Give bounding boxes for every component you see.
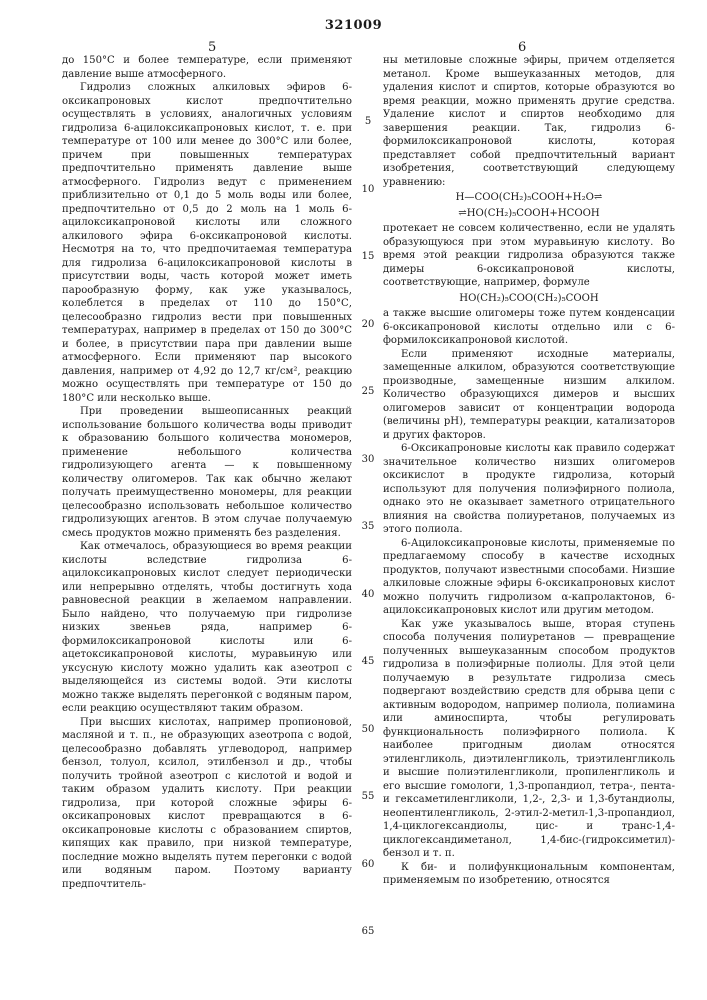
equation-line-1: H—COO(CH₂)₅COOH+H₂O⇌ — [383, 191, 675, 205]
line-number: 40 — [357, 589, 379, 600]
line-number: 65 — [357, 926, 379, 937]
document-number: 321009 — [0, 18, 707, 33]
paragraph: 6-Оксикапроновые кислоты как правило содержат значительное количество низших олигомеров оксикислот в продукте гидролиза, который используют для получения полиэфирного полиола, однако это не оказывает заметного отрицательного влияния на свойства полиуретанов, получаемых из этого полиола. — [383, 442, 675, 537]
paragraph: Как отмечалось, образующиеся во время реакции кислоты вследствие гидролиза 6-ацилоксикапроновых кислот следует периодически или непрерывно отделять, чтобы достигнуть хода равновесной реакции в желаемом направлении. Было найдено, что получаемую при гидролизе низких звеньев ряда, например 6-формилоксикапроновой кислоты или 6-ацетоксикапроновой кислоты, муравьиную или уксусную кислоту можно удалить как азеотроп с выделяющейся из системы водой. Эти кислоты можно также выделять перегонкой с водяным паром, если реакцию осуществляют таким образом. — [62, 540, 352, 716]
right-column — [383, 54, 675, 888]
line-number: 10 — [357, 184, 379, 195]
line-number: 35 — [357, 521, 379, 532]
column-number-left: 5 — [208, 40, 216, 55]
line-numbers — [357, 54, 379, 954]
paragraph: до 150°C и более температуре, если применяют давление выше атмосферного. — [62, 54, 352, 81]
line-number: 15 — [357, 251, 379, 262]
dimer-formula: HO(CH₂)₅COO(CH₂)₅COOH — [383, 292, 675, 306]
paragraph: ны метиловые сложные эфиры, причем отделяется метанол. Кроме вышеуказанных методов, для удаления кислот и спиртов, которые образуются во время реакции, можно применять другие средства. Удаление кислот и спиртов необходимо для завершения реакции. Так, гидролиз 6-формилоксикапроновой кислоты, которая представляет собой предпочтительный вариант изобретения, соответствующий следующему уравнению: — [383, 54, 675, 189]
paragraph: а также высшие олигомеры тоже путем конденсации 6-оксикапроновой кислоты отдельно или с 6-формилоксикапроновой кислотой. — [383, 307, 675, 348]
paragraph: При высших кислотах, например пропионовой, масляной и т. п., не образующих азеотропа с водой, целесообразно добавлять углеводород, например бензол, толуол, ксилол, этилбензол и др., чтобы получить тройной азеотроп с кислотой и водой и таким образом удалить кислоту. При реакции гидролиза, при которой сложные эфиры 6-оксикапроновых кислот превращаются в 6-оксикапроновые кислоты с образованием спиртов, кипящих как правило, при низкой температуре, последние можно выделять путем перегонки с водой или водяным паром. Поэтому варианту предпочтитель- — [62, 716, 352, 892]
column-number-right: 6 — [518, 40, 526, 55]
line-number: 60 — [357, 859, 379, 870]
line-number: 55 — [357, 791, 379, 802]
paragraph: Если применяют исходные материалы, замещенные алкилом, образуются соответствующие производные, замещенные низшим алкилом. Количество образующихся димеров и высших олигомеров зависит от концентрации водорода (величины рН), температуры реакции, катализаторов и других факторов. — [383, 348, 675, 443]
paragraph: К би- и полифункциональным компонентам, применяемым по изобретению, относятся — [383, 861, 675, 888]
paragraph: 6-Ацилоксикапроновые кислоты, применяемые по предлагаемому способу в качестве исходных продуктов, получают известными способами. Низшие алкиловые сложные эфиры 6-оксикапроновых кислот можно получить гидролизом α-капролактонов, 6-ацилоксикапроновых кислот или другим методом. — [383, 537, 675, 618]
paragraph: Гидролиз сложных алкиловых эфиров 6-оксикапроновых кислот предпочтительно осуществлять в условиях, аналогичных условиям гидролиза 6-ацилоксикапроновых кислот, т. е. при температуре от 100 или менее до 300°С или более, причем при повышенных температурах предпочтительно применять давление выше атмосферного. Гидролиз ведут с применением приблизительно от 0,1 до 5 моль воды или более, предпочтительно от 0,5 до 2 моль на 1 моль 6-ацилоксикапроновой кислоты или сложного алкилового эфира 6-оксикапроновой кислоты. Несмотря на то, что предпочитаемая температура для гидролиза 6-ацилоксикапроновой кислоты в присутствии воды, часть которой может иметь парообразную форму, как уже указывалось, колеблется в пределах от 110 до 150°С, целесообразно гидролиз вести при повышенных температурах, например в пределах от 150 до 300°С и более, в присутствии пара при давлении выше атмосферного. Если применяют пар высокого давления, например от 4,92 до 12,7 кг/см², реакцию можно осуществлять при температуре от 150 до 180°С или несколько выше. — [62, 81, 352, 405]
paragraph: При проведении вышеописанных реакций использование большого количества воды приводит к образованию большого количества мономеров, применение небольшого количества гидролизующего агента — к повышенному количеству олигомеров. Так как обычно желают получать преимущественно мономеры, для реакции целесообразно использовать небольшое количество гидролизующих агентов. В этом случае получаемую смесь продуктов можно применять без разделения. — [62, 405, 352, 540]
line-number: 20 — [357, 319, 379, 330]
line-number: 45 — [357, 656, 379, 667]
left-column — [62, 54, 352, 891]
equation-line-2: ⇌HO(CH₂)₅COOH+HCOOH — [383, 207, 675, 221]
paragraph: Как уже указывалось выше, вторая ступень способа получения полиуретанов — превращение полученных вышеуказанным способом продуктов гидролиза в полиэфирные полиолы. Для этой цели получаемую в результате гидролиза смесь подвергают воздействию средств для обрыва цепи с активным водородом, например полиола, полиамина или аминоспирта, чтобы регулировать функциональность полиэфирного полиола. К наиболее пригодным диолам относятся этиленгликоль, диэтиленгликоль, триэтиленгликоль и высшие полиэтиленгликоли, пропиленгликоль и его высшие гомологи, 1,3-пропандиол, тетра-, пента- и гексаметиленгликоли, 1,2-, 2,3- и 1,3-бутандиолы, неопентиленгликоль, 2-этил-2-метил-1,3-пропандиол, 1,4-циклогександиолы, цис- и транс-1,4-циклогександиметанол, 1,4-бис-(гидроксиметил)-бензол и т. п. — [383, 618, 675, 861]
line-number: 30 — [357, 454, 379, 465]
line-number: 5 — [357, 116, 379, 127]
paragraph: протекает не совсем количественно, если не удалять образующуюся при этом муравьиную кислоту. Во время этой реакции гидролиза образуются также димеры 6-оксикапроновой кислоты, соответствующие, например, формуле — [383, 222, 675, 290]
line-number: 25 — [357, 386, 379, 397]
line-number: 50 — [357, 724, 379, 735]
